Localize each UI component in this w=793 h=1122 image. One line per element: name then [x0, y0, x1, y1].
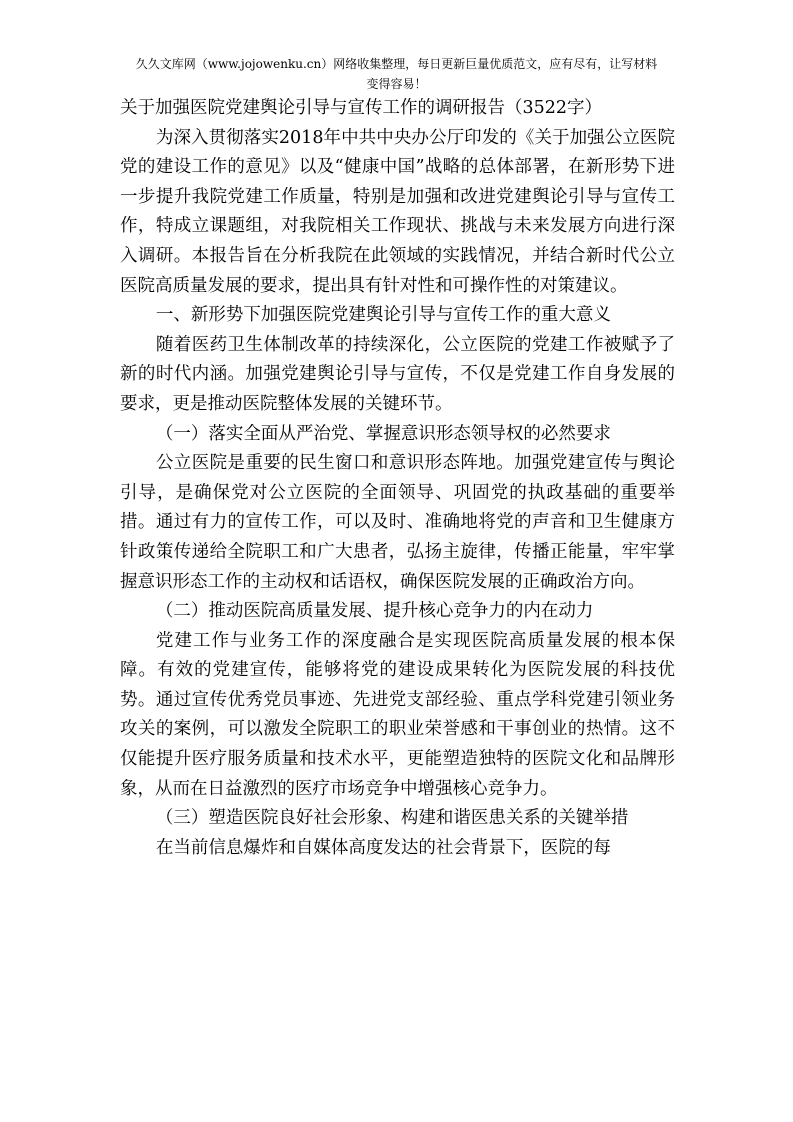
- subsection-1-heading: （一）落实全面从严治党、掌握意识形态领导权的必然要求: [155, 423, 611, 444]
- subsection-1-paragraph: 公立医院是重要的民生窗口和意识形态阵地。加强党建宣传与舆论引导，是确保党对公立医院的全面领导、巩固党的执政基础的重要举措。通过有力的宣传工作，可以及时、准确地将党的声音和卫生健康方针政策传递给全院职工和广大患者，弘扬主旋律，传播正能量，牢牢掌握意识形态工作的主动权和话语权，确保医院发展的正确政治方向。: [120, 453, 675, 592]
- subsection-2-paragraph: 党建工作与业务工作的深度融合是实现医院高质量发展的根本保障。有效的党建宣传，能够将党的建设成果转化为医院发展的科技优势。通过宣传优秀党员事迹、先进党支部经验、重点学科党建引领业务攻关的案例，可以激发全院职工的职业荣誉感和干事创业的热情。这不仅能提升医疗服务质量和技术水平，更能塑造独特的医院文化和品牌形象，从而在日益激烈的医疗市场竞争中增强核心竞争力。: [120, 630, 675, 799]
- section-1-paragraph: 随着医药卫生体制改革的持续深化，公立医院的党建工作被赋予了新的时代内涵。加强党建舆论引导与宣传，不仅是党建工作自身发展的要求，更是推动医院整体发展的关键环节。: [120, 334, 675, 414]
- page-header: [110, 54, 683, 94]
- intro-paragraph: 为深入贯彻落实2018年中共中央办公厅印发的《关于加强公立医院党的建设工作的意见》以及“健康中国”战略的总体部署，在新形势下进一步提升我院党建工作质量，特别是加强和改进党建舆论引导与宣传工作，特成立课题组，对我院相关工作现状、挑战与未来发展方向进行深入调研。本报告旨在分析我院在此领域的实践情况，并结合新时代公立医院高质量发展的要求，提出具有针对性和可操作性的对策建议。: [120, 127, 675, 296]
- document-body: [120, 94, 675, 863]
- subsection-3-heading: （三）塑造医院良好社会形象、构建和谐医患关系的关键举措: [155, 808, 629, 829]
- subsection-3-paragraph: 在当前信息爆炸和自媒体高度发达的社会背景下，医院的每: [155, 837, 611, 858]
- header-line-2: 变得容易！: [366, 77, 427, 91]
- subsection-2-heading: （二）推动医院高质量发展、提升核心竞争力的内在动力: [155, 601, 594, 622]
- header-line-1: 久久文库网（www.jojowenku.cn）网络收集整理，每日更新巨量优质范文，应有尽有，让写材料: [135, 57, 658, 71]
- section-1-heading: 一、新形势下加强医院党建舆论引导与宣传工作的重大意义: [155, 305, 611, 326]
- document-title: 关于加强医院党建舆论引导与宣传工作的调研报告（3522字）: [120, 98, 603, 118]
